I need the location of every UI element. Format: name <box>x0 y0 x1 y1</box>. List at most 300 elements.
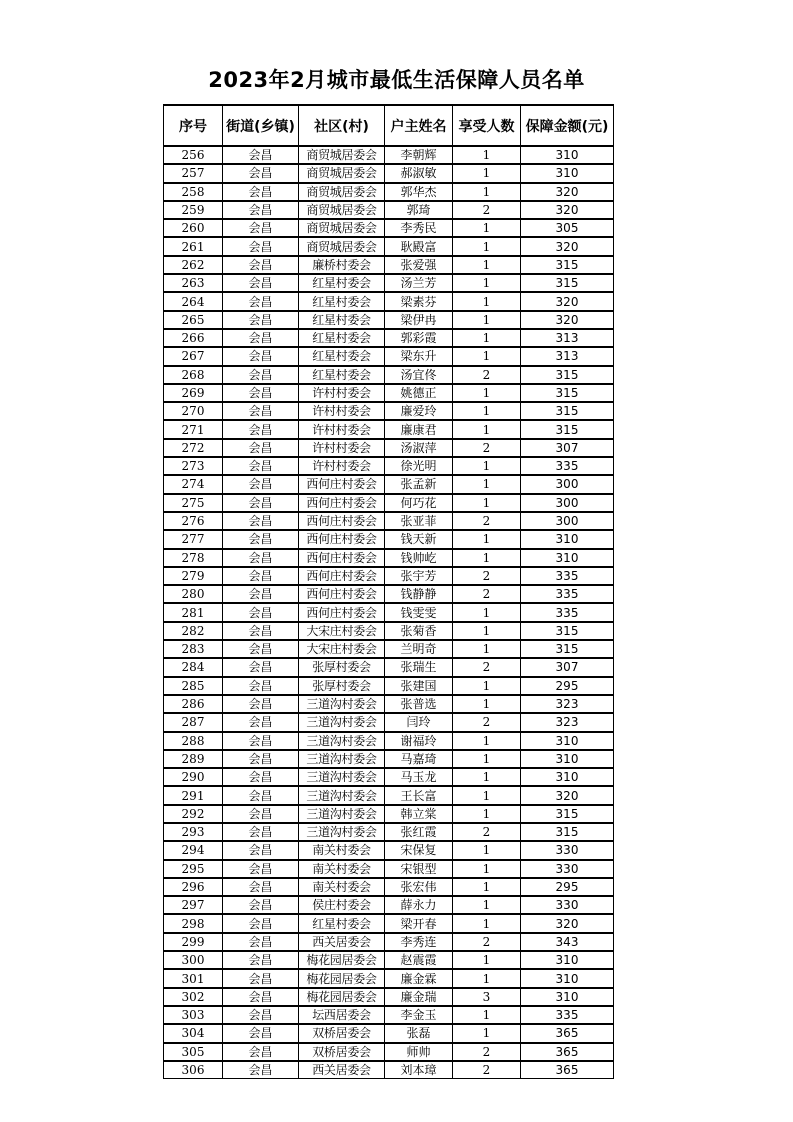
serial-no-cell: 271 <box>164 420 223 438</box>
street-cell: 会昌 <box>223 1061 299 1079</box>
table-row <box>164 256 614 274</box>
community-cell: 红星村委会 <box>299 347 385 365</box>
persons-cell: 2 <box>453 658 521 676</box>
amount-cell: 315 <box>521 823 614 841</box>
street-cell: 会昌 <box>223 1024 299 1042</box>
householder-cell: 张磊 <box>385 1024 453 1042</box>
persons-cell: 2 <box>453 823 521 841</box>
serial-no-cell: 296 <box>164 878 223 896</box>
amount-cell: 313 <box>521 329 614 347</box>
community-cell: 红星村委会 <box>299 274 385 292</box>
persons-cell: 1 <box>453 896 521 914</box>
amount-cell: 310 <box>521 969 614 987</box>
table-row <box>164 768 614 786</box>
street-cell: 会昌 <box>223 768 299 786</box>
serial-no-cell: 306 <box>164 1061 223 1079</box>
householder-cell: 郭华杰 <box>385 183 453 201</box>
serial-no-cell: 298 <box>164 914 223 932</box>
community-cell: 南关村委会 <box>299 860 385 878</box>
householder-cell: 宋银型 <box>385 860 453 878</box>
householder-cell: 谢福玲 <box>385 732 453 750</box>
serial-no-cell: 263 <box>164 274 223 292</box>
amount-cell: 330 <box>521 841 614 859</box>
amount-cell: 315 <box>521 256 614 274</box>
header-amount: 保障金额(元) <box>521 105 614 146</box>
table-row <box>164 201 614 219</box>
persons-cell: 1 <box>453 475 521 493</box>
street-cell: 会昌 <box>223 658 299 676</box>
table-row <box>164 860 614 878</box>
community-cell: 坛西居委会 <box>299 1006 385 1024</box>
serial-no-cell: 279 <box>164 567 223 585</box>
table-row <box>164 457 614 475</box>
amount-cell: 320 <box>521 292 614 310</box>
persons-cell: 1 <box>453 878 521 896</box>
street-cell: 会昌 <box>223 164 299 182</box>
persons-cell: 1 <box>453 530 521 548</box>
amount-cell: 320 <box>521 786 614 804</box>
table-row <box>164 640 614 658</box>
amount-cell: 305 <box>521 219 614 237</box>
street-cell: 会昌 <box>223 494 299 512</box>
persons-cell: 1 <box>453 237 521 255</box>
header-community: 社区(村) <box>299 105 385 146</box>
householder-cell: 钱帅屹 <box>385 549 453 567</box>
amount-cell: 365 <box>521 1043 614 1061</box>
amount-cell: 330 <box>521 860 614 878</box>
table-row <box>164 384 614 402</box>
serial-no-cell: 258 <box>164 183 223 201</box>
householder-cell: 廉康君 <box>385 420 453 438</box>
community-cell: 西何庄村委会 <box>299 530 385 548</box>
community-cell: 西何庄村委会 <box>299 494 385 512</box>
table-row <box>164 732 614 750</box>
householder-cell: 钱天新 <box>385 530 453 548</box>
householder-cell: 李秀民 <box>385 219 453 237</box>
serial-no-cell: 281 <box>164 603 223 621</box>
householder-cell: 刘本璋 <box>385 1061 453 1079</box>
table-row <box>164 494 614 512</box>
householder-cell: 赵震霞 <box>385 951 453 969</box>
roster-table <box>163 104 614 1079</box>
persons-cell: 1 <box>453 384 521 402</box>
community-cell: 西关居委会 <box>299 933 385 951</box>
table-row <box>164 567 614 585</box>
serial-no-cell: 276 <box>164 512 223 530</box>
community-cell: 梅花园居委会 <box>299 988 385 1006</box>
community-cell: 三道沟村委会 <box>299 732 385 750</box>
amount-cell: 320 <box>521 311 614 329</box>
table-row <box>164 292 614 310</box>
street-cell: 会昌 <box>223 311 299 329</box>
householder-cell: 马嘉琦 <box>385 750 453 768</box>
serial-no-cell: 257 <box>164 164 223 182</box>
table-row <box>164 549 614 567</box>
householder-cell: 徐光明 <box>385 457 453 475</box>
serial-no-cell: 291 <box>164 786 223 804</box>
amount-cell: 310 <box>521 164 614 182</box>
householder-cell: 钱雯雯 <box>385 603 453 621</box>
table-row <box>164 695 614 713</box>
table-row <box>164 439 614 457</box>
persons-cell: 2 <box>453 201 521 219</box>
persons-cell: 1 <box>453 457 521 475</box>
householder-cell: 薛永力 <box>385 896 453 914</box>
table-row <box>164 183 614 201</box>
persons-cell: 2 <box>453 933 521 951</box>
header-persons: 享受人数 <box>453 105 521 146</box>
serial-no-cell: 268 <box>164 366 223 384</box>
householder-cell: 汤兰芳 <box>385 274 453 292</box>
street-cell: 会昌 <box>223 732 299 750</box>
street-cell: 会昌 <box>223 841 299 859</box>
householder-cell: 王长富 <box>385 786 453 804</box>
householder-cell: 郭彩霞 <box>385 329 453 347</box>
amount-cell: 335 <box>521 1006 614 1024</box>
householder-cell: 姚德正 <box>385 384 453 402</box>
amount-cell: 307 <box>521 658 614 676</box>
community-cell: 西何庄村委会 <box>299 585 385 603</box>
amount-cell: 335 <box>521 585 614 603</box>
header-householder: 户主姓名 <box>385 105 453 146</box>
serial-no-cell: 295 <box>164 860 223 878</box>
street-cell: 会昌 <box>223 420 299 438</box>
community-cell: 大宋庄村委会 <box>299 640 385 658</box>
amount-cell: 320 <box>521 914 614 932</box>
serial-no-cell: 272 <box>164 439 223 457</box>
street-cell: 会昌 <box>223 475 299 493</box>
persons-cell: 2 <box>453 1043 521 1061</box>
householder-cell: 梁伊冉 <box>385 311 453 329</box>
serial-no-cell: 301 <box>164 969 223 987</box>
persons-cell: 1 <box>453 292 521 310</box>
householder-cell: 郭琦 <box>385 201 453 219</box>
table-row <box>164 878 614 896</box>
serial-no-cell: 275 <box>164 494 223 512</box>
community-cell: 南关村委会 <box>299 841 385 859</box>
householder-cell: 李秀连 <box>385 933 453 951</box>
table-row <box>164 329 614 347</box>
community-cell: 商贸城居委会 <box>299 201 385 219</box>
street-cell: 会昌 <box>223 860 299 878</box>
table-row <box>164 475 614 493</box>
community-cell: 张厚村委会 <box>299 677 385 695</box>
amount-cell: 365 <box>521 1024 614 1042</box>
table-row <box>164 933 614 951</box>
table-row <box>164 274 614 292</box>
table-row <box>164 658 614 676</box>
serial-no-cell: 286 <box>164 695 223 713</box>
street-cell: 会昌 <box>223 366 299 384</box>
persons-cell: 1 <box>453 420 521 438</box>
persons-cell: 2 <box>453 567 521 585</box>
street-cell: 会昌 <box>223 750 299 768</box>
community-cell: 许村村委会 <box>299 457 385 475</box>
serial-no-cell: 299 <box>164 933 223 951</box>
community-cell: 红星村委会 <box>299 292 385 310</box>
persons-cell: 1 <box>453 219 521 237</box>
serial-no-cell: 302 <box>164 988 223 1006</box>
header-row <box>164 105 614 146</box>
persons-cell: 1 <box>453 695 521 713</box>
serial-no-cell: 259 <box>164 201 223 219</box>
serial-no-cell: 277 <box>164 530 223 548</box>
persons-cell: 1 <box>453 622 521 640</box>
persons-cell: 1 <box>453 494 521 512</box>
amount-cell: 315 <box>521 805 614 823</box>
persons-cell: 1 <box>453 329 521 347</box>
serial-no-cell: 300 <box>164 951 223 969</box>
table-row <box>164 402 614 420</box>
serial-no-cell: 267 <box>164 347 223 365</box>
community-cell: 红星村委会 <box>299 329 385 347</box>
table-row <box>164 146 614 164</box>
persons-cell: 1 <box>453 805 521 823</box>
persons-cell: 1 <box>453 311 521 329</box>
serial-no-cell: 280 <box>164 585 223 603</box>
serial-no-cell: 262 <box>164 256 223 274</box>
street-cell: 会昌 <box>223 622 299 640</box>
table-row <box>164 914 614 932</box>
persons-cell: 1 <box>453 549 521 567</box>
amount-cell: 315 <box>521 366 614 384</box>
community-cell: 双桥居委会 <box>299 1043 385 1061</box>
street-cell: 会昌 <box>223 237 299 255</box>
amount-cell: 315 <box>521 274 614 292</box>
table-row <box>164 530 614 548</box>
serial-no-cell: 260 <box>164 219 223 237</box>
community-cell: 红星村委会 <box>299 366 385 384</box>
persons-cell: 2 <box>453 585 521 603</box>
table-row <box>164 988 614 1006</box>
street-cell: 会昌 <box>223 951 299 969</box>
persons-cell: 1 <box>453 750 521 768</box>
persons-cell: 1 <box>453 402 521 420</box>
table-row <box>164 823 614 841</box>
community-cell: 商贸城居委会 <box>299 146 385 164</box>
community-cell: 三道沟村委会 <box>299 750 385 768</box>
persons-cell: 2 <box>453 439 521 457</box>
serial-no-cell: 294 <box>164 841 223 859</box>
householder-cell: 张建国 <box>385 677 453 695</box>
table-row <box>164 237 614 255</box>
street-cell: 会昌 <box>223 146 299 164</box>
serial-no-cell: 283 <box>164 640 223 658</box>
street-cell: 会昌 <box>223 713 299 731</box>
persons-cell: 2 <box>453 366 521 384</box>
street-cell: 会昌 <box>223 585 299 603</box>
amount-cell: 335 <box>521 567 614 585</box>
amount-cell: 315 <box>521 384 614 402</box>
table-row <box>164 677 614 695</box>
table-row <box>164 164 614 182</box>
street-cell: 会昌 <box>223 274 299 292</box>
street-cell: 会昌 <box>223 329 299 347</box>
community-cell: 三道沟村委会 <box>299 713 385 731</box>
householder-cell: 张爱强 <box>385 256 453 274</box>
street-cell: 会昌 <box>223 402 299 420</box>
serial-no-cell: 269 <box>164 384 223 402</box>
persons-cell: 1 <box>453 640 521 658</box>
householder-cell: 李金玉 <box>385 1006 453 1024</box>
community-cell: 西何庄村委会 <box>299 567 385 585</box>
householder-cell: 梁开春 <box>385 914 453 932</box>
persons-cell: 1 <box>453 732 521 750</box>
serial-no-cell: 278 <box>164 549 223 567</box>
householder-cell: 闫玲 <box>385 713 453 731</box>
community-cell: 商贸城居委会 <box>299 183 385 201</box>
serial-no-cell: 261 <box>164 237 223 255</box>
table-row <box>164 841 614 859</box>
householder-cell: 张孟新 <box>385 475 453 493</box>
serial-no-cell: 273 <box>164 457 223 475</box>
householder-cell: 张瑞生 <box>385 658 453 676</box>
table-row <box>164 713 614 731</box>
table-row <box>164 219 614 237</box>
community-cell: 三道沟村委会 <box>299 695 385 713</box>
table-row <box>164 1024 614 1042</box>
page-title: 2023年2月城市最低生活保障人员名单 <box>208 68 585 92</box>
serial-no-cell: 274 <box>164 475 223 493</box>
amount-cell: 310 <box>521 988 614 1006</box>
serial-no-cell: 282 <box>164 622 223 640</box>
street-cell: 会昌 <box>223 969 299 987</box>
householder-cell: 李朝辉 <box>385 146 453 164</box>
amount-cell: 335 <box>521 603 614 621</box>
amount-cell: 295 <box>521 878 614 896</box>
amount-cell: 320 <box>521 201 614 219</box>
serial-no-cell: 303 <box>164 1006 223 1024</box>
serial-no-cell: 289 <box>164 750 223 768</box>
community-cell: 商贸城居委会 <box>299 164 385 182</box>
street-cell: 会昌 <box>223 347 299 365</box>
street-cell: 会昌 <box>223 603 299 621</box>
persons-cell: 1 <box>453 347 521 365</box>
community-cell: 许村村委会 <box>299 384 385 402</box>
street-cell: 会昌 <box>223 1043 299 1061</box>
persons-cell: 1 <box>453 768 521 786</box>
table-row <box>164 622 614 640</box>
community-cell: 廉桥村委会 <box>299 256 385 274</box>
amount-cell: 315 <box>521 420 614 438</box>
amount-cell: 313 <box>521 347 614 365</box>
householder-cell: 师帅 <box>385 1043 453 1061</box>
amount-cell: 323 <box>521 695 614 713</box>
street-cell: 会昌 <box>223 219 299 237</box>
amount-cell: 330 <box>521 896 614 914</box>
serial-no-cell: 290 <box>164 768 223 786</box>
serial-no-cell: 304 <box>164 1024 223 1042</box>
amount-cell: 310 <box>521 768 614 786</box>
table-row <box>164 805 614 823</box>
community-cell: 梅花园居委会 <box>299 951 385 969</box>
table-row <box>164 1061 614 1079</box>
persons-cell: 1 <box>453 1006 521 1024</box>
serial-no-cell: 292 <box>164 805 223 823</box>
table-row <box>164 420 614 438</box>
table-row <box>164 951 614 969</box>
street-cell: 会昌 <box>223 823 299 841</box>
serial-no-cell: 285 <box>164 677 223 695</box>
street-cell: 会昌 <box>223 439 299 457</box>
amount-cell: 300 <box>521 494 614 512</box>
table-row <box>164 347 614 365</box>
amount-cell: 315 <box>521 640 614 658</box>
householder-cell: 韩立棠 <box>385 805 453 823</box>
persons-cell: 1 <box>453 914 521 932</box>
roster-body <box>164 146 614 1079</box>
householder-cell: 何巧花 <box>385 494 453 512</box>
amount-cell: 310 <box>521 146 614 164</box>
community-cell: 三道沟村委会 <box>299 823 385 841</box>
table-row <box>164 750 614 768</box>
amount-cell: 300 <box>521 475 614 493</box>
householder-cell: 耿殿富 <box>385 237 453 255</box>
householder-cell: 郝淑敏 <box>385 164 453 182</box>
street-cell: 会昌 <box>223 786 299 804</box>
persons-cell: 1 <box>453 841 521 859</box>
street-cell: 会昌 <box>223 201 299 219</box>
table-row <box>164 585 614 603</box>
persons-cell: 1 <box>453 256 521 274</box>
table-row <box>164 311 614 329</box>
persons-cell: 2 <box>453 713 521 731</box>
community-cell: 西何庄村委会 <box>299 475 385 493</box>
householder-cell: 廉爱玲 <box>385 402 453 420</box>
amount-cell: 307 <box>521 439 614 457</box>
street-cell: 会昌 <box>223 914 299 932</box>
amount-cell: 365 <box>521 1061 614 1079</box>
persons-cell: 2 <box>453 512 521 530</box>
table-row <box>164 896 614 914</box>
householder-cell: 宋保复 <box>385 841 453 859</box>
community-cell: 许村村委会 <box>299 402 385 420</box>
amount-cell: 335 <box>521 457 614 475</box>
persons-cell: 1 <box>453 183 521 201</box>
amount-cell: 310 <box>521 549 614 567</box>
street-cell: 会昌 <box>223 292 299 310</box>
householder-cell: 张红霞 <box>385 823 453 841</box>
serial-no-cell: 305 <box>164 1043 223 1061</box>
persons-cell: 1 <box>453 677 521 695</box>
amount-cell: 310 <box>521 732 614 750</box>
street-cell: 会昌 <box>223 805 299 823</box>
persons-cell: 1 <box>453 274 521 292</box>
householder-cell: 梁东升 <box>385 347 453 365</box>
street-cell: 会昌 <box>223 512 299 530</box>
community-cell: 三道沟村委会 <box>299 805 385 823</box>
street-cell: 会昌 <box>223 896 299 914</box>
amount-cell: 310 <box>521 750 614 768</box>
amount-cell: 300 <box>521 512 614 530</box>
community-cell: 西何庄村委会 <box>299 512 385 530</box>
amount-cell: 323 <box>521 713 614 731</box>
serial-no-cell: 266 <box>164 329 223 347</box>
street-cell: 会昌 <box>223 988 299 1006</box>
serial-no-cell: 284 <box>164 658 223 676</box>
persons-cell: 1 <box>453 164 521 182</box>
street-cell: 会昌 <box>223 677 299 695</box>
persons-cell: 1 <box>453 969 521 987</box>
amount-cell: 343 <box>521 933 614 951</box>
householder-cell: 马玉龙 <box>385 768 453 786</box>
householder-cell: 廉金霖 <box>385 969 453 987</box>
street-cell: 会昌 <box>223 878 299 896</box>
householder-cell: 廉金瑞 <box>385 988 453 1006</box>
amount-cell: 315 <box>521 402 614 420</box>
householder-cell: 张亚菲 <box>385 512 453 530</box>
householder-cell: 兰明奇 <box>385 640 453 658</box>
